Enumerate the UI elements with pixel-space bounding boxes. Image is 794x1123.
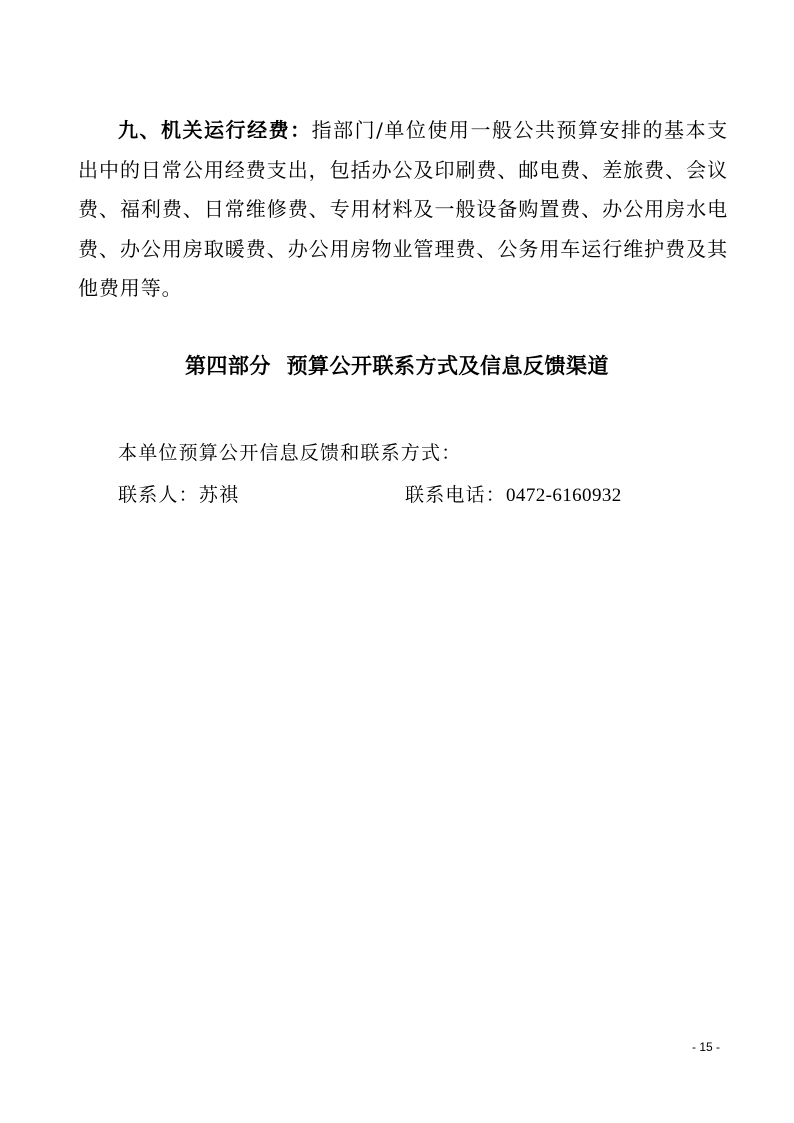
contact-phone-number: 0472-6160932 (506, 485, 622, 506)
section-nine-paragraph (78, 111, 728, 309)
contact-person (118, 480, 239, 507)
contact-person-label: 联系人： (118, 484, 199, 506)
contact-intro: 本单位预算公开信息反馈和联系方式： (118, 442, 462, 464)
section-nine-term: 九、机关运行经费： (118, 118, 312, 142)
part-four-heading: 第四部分 预算公开联系方式及信息反馈渠道 (184, 353, 610, 378)
contact-phone-label: 联系电话： (405, 484, 507, 506)
page-number: - 15 - (691, 1040, 720, 1054)
section-nine-definition: 指部门/单位使用一般公共预算安排的基本支出中的日常公用经费支出，包括办公及印刷费、邮电费、差旅费、会议费、福利费、日常维修费、专用材料及一般设备购置费、办公用房水电费、办公用房取暖费、办公用房物业管理费、公务用车运行维护费及其他费用等。 (78, 118, 728, 300)
contact-phone (405, 480, 622, 507)
contact-person-name: 苏祺 (198, 484, 240, 506)
